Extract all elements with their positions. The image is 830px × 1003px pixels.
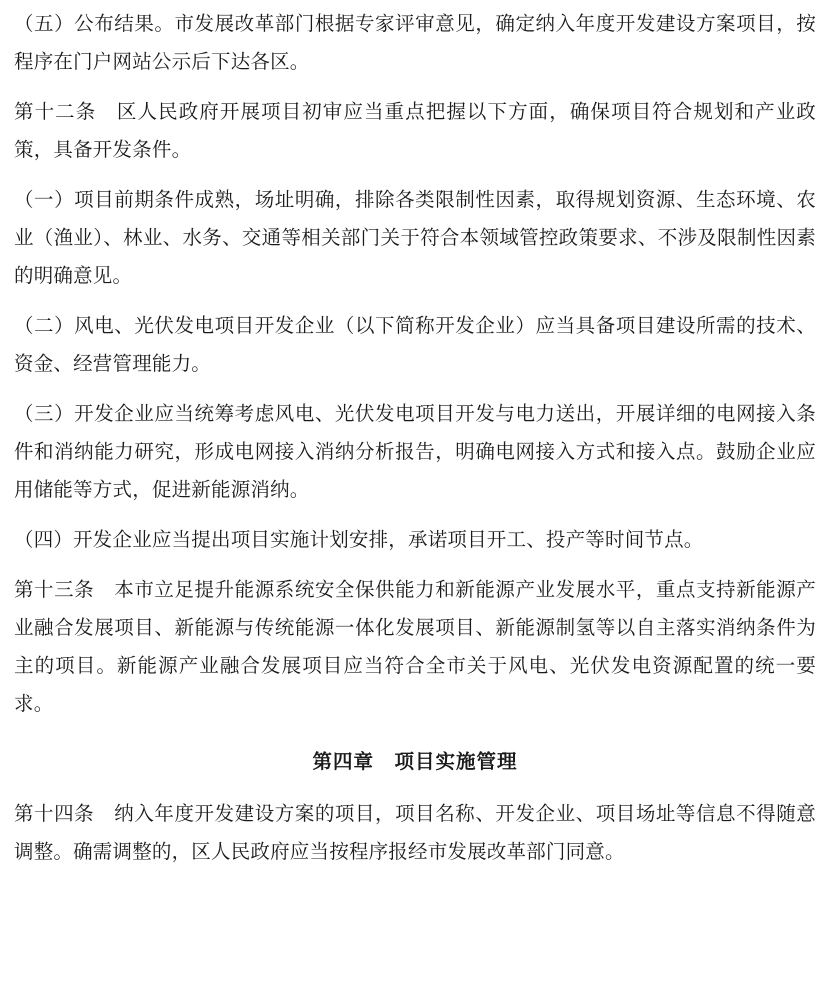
paragraph-article-13: 第十三条 本市立足提升能源系统安全保供能力和新能源产业发展水平，重点支持新能源产业融合发展项目、新能源与传统能源一体化发展项目、新能源制氢等以自主落实消纳条件为主的项目。新能源产业融合发展项目应当符合全市关于风电、光伏发电资源配置的统一要求。	[14, 580, 816, 715]
paragraph-article-12: 第十二条 区人民政府开展项目初审应当重点把握以下方面，确保项目符合规划和产业政策，具备开发条件。	[14, 102, 816, 161]
paragraph-clause-5: （五）公布结果。市发展改革部门根据专家评审意见，确定纳入年度开发建设方案项目，按程序在门户网站公示后下达各区。	[14, 14, 816, 73]
paragraph-article-12-item-4: （四）开发企业应当提出项目实施计划安排，承诺项目开工、投产等时间节点。	[14, 530, 704, 551]
paragraph-article-12-item-1: （一）项目前期条件成熟，场址明确，排除各类限制性因素，取得规划资源、生态环境、农业（渔业）、林业、水务、交通等相关部门关于符合本领域管控政策要求、不涉及限制性因素的明确意见。	[14, 190, 816, 287]
paragraph-article-12-item-2: （二）风电、光伏发电项目开发企业（以下简称开发企业）应当具备项目建设所需的技术、资金、经营管理能力。	[14, 316, 816, 375]
paragraph-article-12-item-3: （三）开发企业应当统筹考虑风电、光伏发电项目开发与电力送出，开展详细的电网接入条件和消纳能力研究，形成电网接入消纳分析报告，明确电网接入方式和接入点。鼓励企业应用储能等方式，促进新能源消纳。	[14, 404, 816, 501]
chapter-heading: 第四章 项目实施管理	[312, 752, 518, 773]
paragraph-article-14: 第十四条 纳入年度开发建设方案的项目，项目名称、开发企业、项目场址等信息不得随意调整。确需调整的，区人民政府应当按程序报经市发展改革部门同意。	[14, 804, 816, 863]
